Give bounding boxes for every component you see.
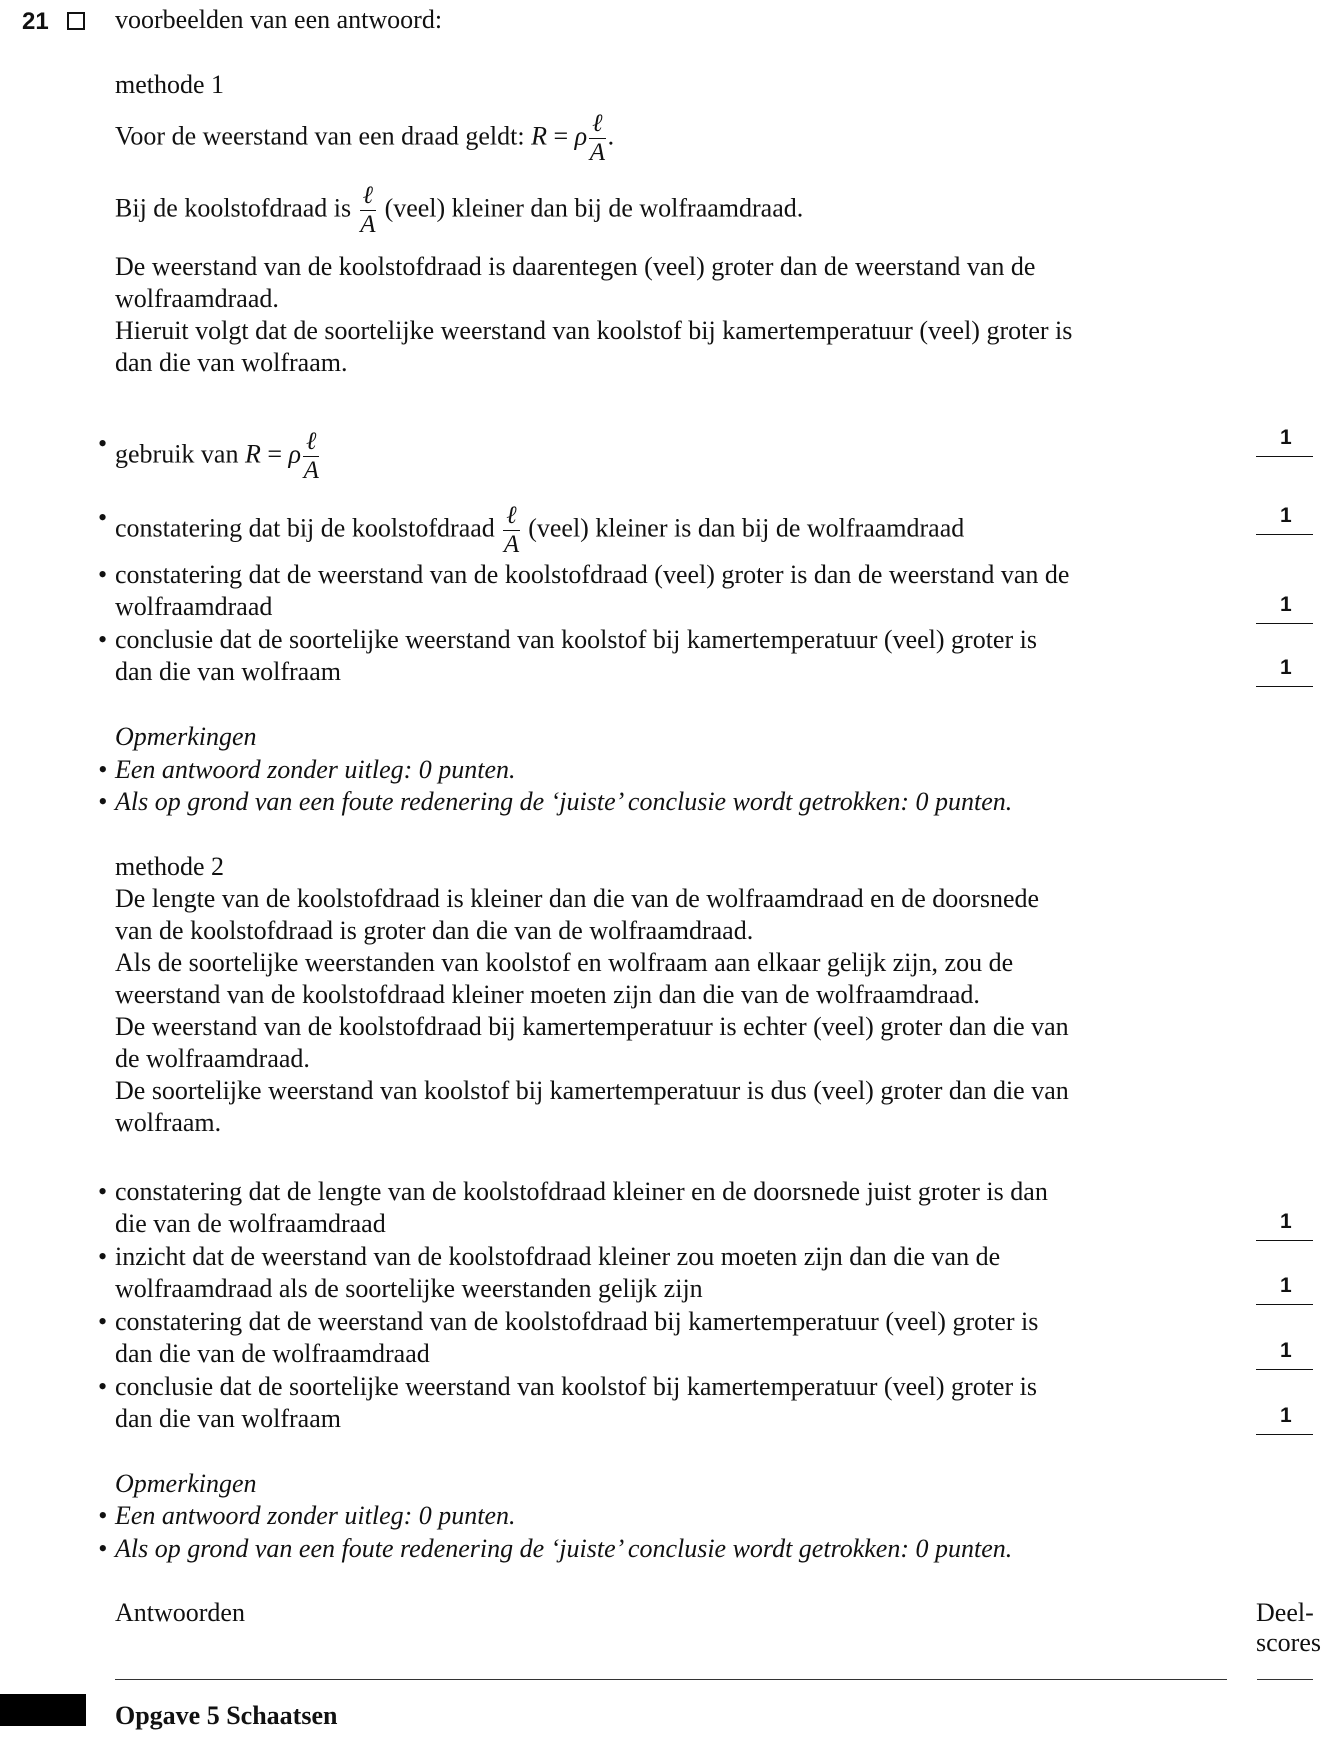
method2-heading: methode 2 xyxy=(115,852,225,881)
bullet: • xyxy=(98,755,108,784)
remark-item xyxy=(98,754,1228,786)
fraction-numerator: ℓ xyxy=(503,502,519,531)
carbon-suffix: (veel) kleiner dan bij de wolfraamdraad. xyxy=(384,193,804,223)
formula-rho: ρ xyxy=(288,439,302,469)
criterion-line: conclusie dat de soortelijke weerstand van koolstof bij kamertemperatuur (veel) groter is xyxy=(115,625,1037,654)
formula-rho: ρ xyxy=(574,121,588,151)
formula-end: . xyxy=(607,121,615,151)
remarks-heading: Opmerkingen xyxy=(115,1469,257,1498)
paragraph-line: De weerstand van de koolstofdraad bij kamertemperatuur is echter (veel) groter dan die van xyxy=(115,1012,1069,1041)
criterion-item xyxy=(98,1241,1228,1305)
fraction-denominator: A xyxy=(303,457,319,484)
score-column-label xyxy=(1256,1597,1321,1659)
criterion-line: constatering dat de weerstand van de koolstofdraad bij kamertemperatuur (veel) groter is xyxy=(115,1307,1039,1336)
footer-divider xyxy=(115,1679,1227,1680)
criterion-item xyxy=(98,428,1228,485)
paragraph-line: van de koolstofdraad is groter dan die van de wolfraamdraad. xyxy=(115,916,754,945)
criterion-item xyxy=(98,1176,1228,1240)
formula-lhs: R xyxy=(531,121,547,151)
score-value: 1 xyxy=(1280,1404,1292,1427)
criterion-line: dan die van wolfraam xyxy=(115,657,341,686)
l-over-a-fraction xyxy=(503,502,519,559)
score-value: 1 xyxy=(1280,656,1292,679)
criterion-line: wolfraamdraad xyxy=(115,592,273,621)
score-cell xyxy=(1256,652,1313,687)
criterion-item xyxy=(98,1371,1228,1435)
remark-text: Een antwoord zonder uitleg: 0 punten. xyxy=(115,755,516,784)
method1-heading: methode 1 xyxy=(115,70,225,99)
remark-item xyxy=(98,786,1228,818)
criterion-item xyxy=(98,559,1228,623)
remark-item xyxy=(98,1533,1228,1565)
footer-divider-score xyxy=(1257,1679,1313,1680)
fraction-denominator: A xyxy=(589,139,605,166)
paragraph-line: de wolfraamdraad. xyxy=(115,1044,310,1073)
score-cell xyxy=(1256,1400,1313,1435)
score-label-line: Deel- xyxy=(1256,1598,1314,1627)
criterion-line: die van de wolfraamdraad xyxy=(115,1209,386,1238)
formula-line-prefix: Voor de weerstand van een draad geldt: xyxy=(115,121,525,151)
bullet: • xyxy=(98,1242,108,1271)
score-value: 1 xyxy=(1280,426,1292,449)
score-cell xyxy=(1256,1335,1313,1370)
criterion-line: dan die van de wolfraamdraad xyxy=(115,1339,430,1368)
paragraph-line: wolfraam. xyxy=(115,1108,222,1137)
carbon-prefix: Bij de koolstofdraad is xyxy=(115,193,352,223)
bullet: • xyxy=(98,503,108,532)
paragraph-line: De lengte van de koolstofdraad is kleiner dan die van de wolfraamdraad en de doorsnede xyxy=(115,884,1040,913)
criterion-line: dan die van wolfraam xyxy=(115,1404,341,1433)
paragraph-line: De weerstand van de koolstofdraad is daarentegen (veel) groter dan de weerstand van de xyxy=(115,252,1036,281)
answers-label: Antwoorden xyxy=(115,1598,245,1627)
l-over-a-fraction xyxy=(589,110,605,167)
criterion-line: conclusie dat de soortelijke weerstand van koolstof bij kamertemperatuur (veel) groter is xyxy=(115,1372,1037,1401)
bullet: • xyxy=(98,1177,108,1206)
fraction-numerator: ℓ xyxy=(589,110,605,139)
score-cell xyxy=(1256,500,1313,535)
fraction-numerator: ℓ xyxy=(360,182,376,211)
bullet: • xyxy=(98,429,108,458)
criterion-line: wolfraamdraad als de soortelijke weerstanden gelijk zijn xyxy=(115,1274,703,1303)
score-cell xyxy=(1256,1206,1313,1241)
empty-square-icon xyxy=(67,12,85,30)
bullet: • xyxy=(98,1534,108,1563)
paragraph-line: weerstand van de koolstofdraad kleiner moeten zijn dan die van de wolfraamdraad. xyxy=(115,980,980,1009)
bullet: • xyxy=(98,787,108,816)
formula-line xyxy=(115,110,1225,167)
criterion-text: constatering dat bij de koolstofdraad xyxy=(115,513,495,543)
criterion-line: constatering dat de weerstand van de koolstofdraad (veel) groter is dan de weerstand van de xyxy=(115,560,1070,589)
remark-text: Als op grond van een foute redenering de ‘juiste’ conclusie wordt getrokken: 0 punten. xyxy=(115,1534,1013,1563)
section-marker-bar xyxy=(0,1694,86,1726)
bullet: • xyxy=(98,625,108,654)
score-cell xyxy=(1256,1270,1313,1305)
remark-text: Een antwoord zonder uitleg: 0 punten. xyxy=(115,1501,516,1530)
score-value: 1 xyxy=(1280,1339,1292,1362)
formula-eq: = xyxy=(267,439,283,469)
method2-paragraph xyxy=(115,883,1225,1139)
question-number: 21 xyxy=(22,8,49,35)
fraction-numerator: ℓ xyxy=(303,428,319,457)
paragraph-line: dan die van wolfraam. xyxy=(115,348,348,377)
remark-text: Als op grond van een foute redenering de ‘juiste’ conclusie wordt getrokken: 0 punten. xyxy=(115,787,1013,816)
score-label-line: scores xyxy=(1256,1628,1321,1657)
remarks-heading: Opmerkingen xyxy=(115,722,257,751)
criterion-text: (veel) kleiner is dan bij de wolfraamdraad xyxy=(528,513,965,543)
next-section-title: Opgave 5 Schaatsen xyxy=(115,1701,338,1730)
fraction-denominator: A xyxy=(360,211,376,238)
bullet: • xyxy=(98,1307,108,1336)
criterion-line: constatering dat de lengte van de koolstofdraad kleiner en de doorsnede juist groter is dan xyxy=(115,1177,1048,1206)
score-cell xyxy=(1256,589,1313,624)
paragraph-line: wolfraamdraad. xyxy=(115,284,279,313)
score-value: 1 xyxy=(1280,504,1292,527)
score-value: 1 xyxy=(1280,593,1292,616)
fraction-denominator: A xyxy=(503,531,520,558)
score-value: 1 xyxy=(1280,1274,1292,1297)
intro-text: voorbeelden van een antwoord: xyxy=(115,5,443,34)
criterion-item xyxy=(98,624,1228,688)
paragraph-line: De soortelijke weerstand van koolstof bij kamertemperatuur is dus (veel) groter dan die van xyxy=(115,1076,1069,1105)
criterion-item xyxy=(98,1306,1228,1370)
remark-item xyxy=(98,1500,1228,1532)
score-value: 1 xyxy=(1280,1210,1292,1233)
score-cell xyxy=(1256,422,1313,457)
criterion-item xyxy=(98,502,1228,559)
bullet: • xyxy=(98,560,108,589)
criterion-line: inzicht dat de weerstand van de koolstofdraad kleiner zou moeten zijn dan die van de xyxy=(115,1242,1001,1271)
carbon-ratio-line xyxy=(115,182,1225,239)
paragraph-line: Hieruit volgt dat de soortelijke weerstand van koolstof bij kamertemperatuur (veel) groter is xyxy=(115,316,1073,345)
formula-eq: = xyxy=(553,121,569,151)
formula-lhs: R xyxy=(244,439,261,469)
paragraph-line: Als de soortelijke weerstanden van koolstof en wolfraam aan elkaar gelijk zijn, zou de xyxy=(115,948,1014,977)
l-over-a-fraction xyxy=(303,428,319,485)
bullet: • xyxy=(98,1372,108,1401)
bullet: • xyxy=(98,1501,108,1530)
l-over-a-fraction xyxy=(360,182,376,239)
method1-paragraph xyxy=(115,251,1225,379)
criterion-text: gebruik van xyxy=(115,439,239,469)
